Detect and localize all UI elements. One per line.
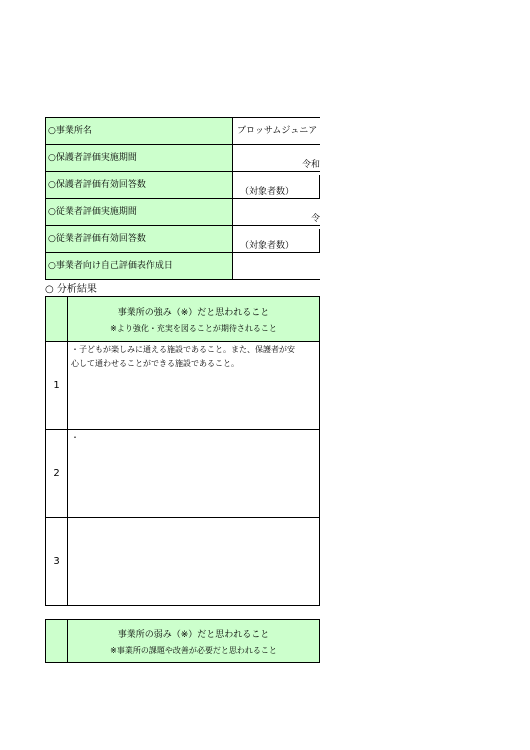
facility-name-value[interactable]: ブロッサムジュニア xyxy=(237,126,318,136)
info-row-created-date xyxy=(45,253,320,280)
info-row-facility-name xyxy=(45,118,320,145)
weaknesses-title: 事業所の弱み（※）だと思われること xyxy=(117,629,270,640)
info-row-guardian-responses xyxy=(45,172,320,199)
info-row-guardian-period xyxy=(45,145,320,172)
strengths-table xyxy=(45,296,320,606)
info-label: ○事業者向け自己評価表作成日 xyxy=(45,253,233,279)
strengths-header-cell xyxy=(68,297,319,341)
number-header-cell xyxy=(46,620,68,662)
info-label: ○従業者評価実施期間 xyxy=(45,199,233,225)
guardian-period-value[interactable]: 令和 xyxy=(301,160,320,170)
weaknesses-table xyxy=(45,619,320,663)
strengths-subtitle: ※より強化・充実を図ることが期待されること xyxy=(110,323,277,333)
table-row xyxy=(46,518,319,605)
info-label: ○保護者評価有効回答数 xyxy=(45,172,233,198)
info-label: ○事業所名 xyxy=(45,118,233,144)
staff-target-count[interactable]: （対象者数） xyxy=(234,226,320,252)
info-row-staff-responses xyxy=(45,226,320,253)
staff-period-value[interactable]: 令 xyxy=(310,214,320,224)
guardian-target-count[interactable]: （対象者数） xyxy=(234,172,320,198)
weaknesses-header-cell xyxy=(68,620,319,662)
strengths-title: 事業所の強み（※）だと思われること xyxy=(117,307,270,318)
strength-text-cell[interactable]: ・子どもが楽しみに通える施設であること。また、保護者が安 心して通わせることができる施設であること。 xyxy=(71,345,295,368)
table-row xyxy=(46,430,319,518)
strengths-header xyxy=(46,297,319,342)
facility-info-table xyxy=(45,117,320,280)
number-header-cell xyxy=(46,297,68,341)
analysis-section-title: ○ 分析結果 xyxy=(45,284,97,295)
info-label: ○従業者評価有効回答数 xyxy=(45,226,233,252)
info-row-staff-period xyxy=(45,199,320,226)
row-number: 3 xyxy=(46,518,68,605)
table-row xyxy=(46,342,319,430)
weaknesses-subtitle: ※事業所の課題や改善が必要だと思われること xyxy=(110,645,277,655)
row-number: 2 xyxy=(46,430,68,517)
weaknesses-header xyxy=(46,620,319,662)
info-label: ○保護者評価実施期間 xyxy=(45,145,233,171)
row-number: 1 xyxy=(46,342,68,429)
strength-text-cell[interactable] xyxy=(68,518,319,605)
strength-text-cell[interactable]: ・ xyxy=(71,433,79,442)
created-date-value[interactable] xyxy=(234,253,320,279)
